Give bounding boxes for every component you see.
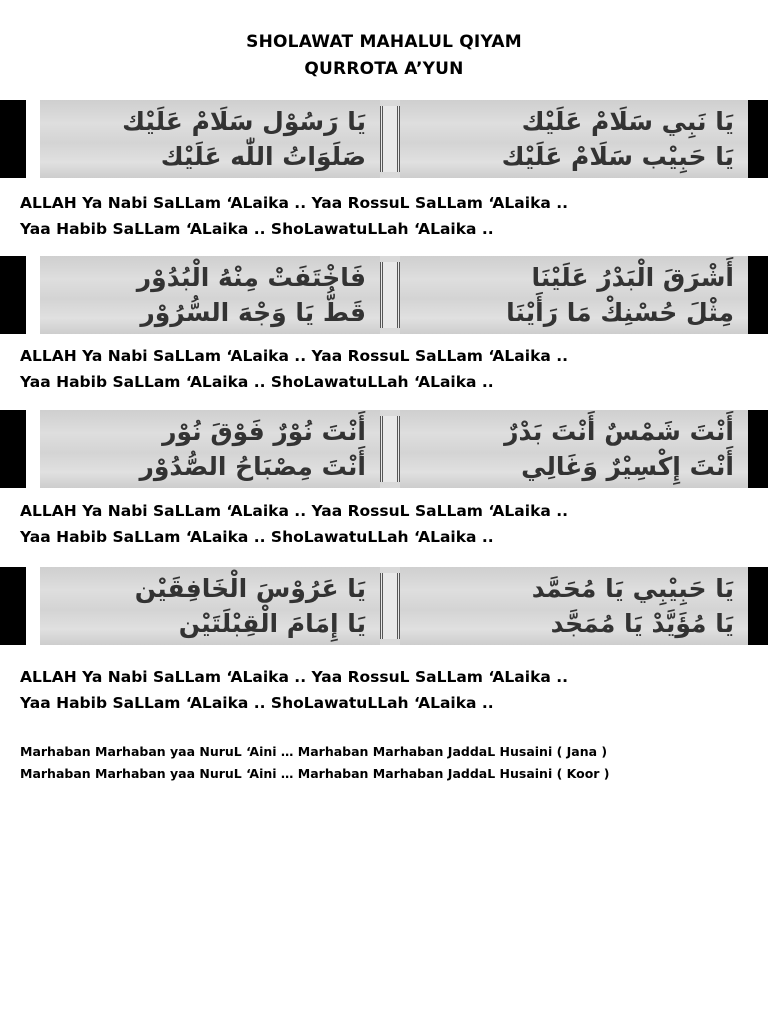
verse-panel-right — [400, 410, 748, 488]
verse-panel-right — [400, 256, 748, 334]
verse-panel-left — [40, 410, 380, 488]
arabic-line: يَا عَرُوْسَ الْخَافِقَيْن — [134, 573, 366, 603]
border-right — [748, 256, 768, 334]
arabic-line: صَلَوَاتُ اللّٰه عَلَيْك — [160, 141, 366, 171]
arabic-verse-image-3 — [0, 410, 768, 488]
arabic-line: أَشْرَقَ الْبَدْرُ عَلَيْنَا — [531, 262, 734, 292]
arabic-line: مِثْلَ حُسْنِكْ مَا رَأَيْنَا — [506, 297, 734, 327]
verse-panel-left — [40, 256, 380, 334]
border-right — [748, 567, 768, 645]
chorus-line: Yaa Habib SaLLam ‘ALaika .. ShoLawatuLLah ‘ALaika .. — [20, 694, 494, 712]
page-title: SHOLAWAT MAHALUL QIYAM — [246, 32, 522, 52]
arabic-verse-image-1 — [0, 100, 768, 178]
arabic-verse-image-2 — [0, 256, 768, 334]
arabic-line: يَا مُؤَيَّدْ يَا مُمَجَّد — [550, 608, 734, 638]
arabic-line: يَا إِمَامَ الْقِبْلَتَيْن — [178, 608, 366, 638]
border-right — [748, 100, 768, 178]
border-left — [0, 567, 26, 645]
verse-panel-left — [40, 567, 380, 645]
column-divider — [380, 573, 400, 639]
border-left — [0, 100, 26, 178]
chorus-line: Yaa Habib SaLLam ‘ALaika .. ShoLawatuLLah ‘ALaika .. — [20, 220, 494, 238]
border-left — [0, 410, 26, 488]
arabic-line: يَا رَسُوْل سَلَامْ عَلَيْك — [122, 106, 366, 136]
arabic-line: قَطُّ يَا وَجْهَ السُّرُوْر — [140, 297, 366, 327]
arabic-line: أَنْتَ شَمْسٌ أَنْتَ بَدْرٌ — [504, 416, 734, 446]
chorus-line: ALLAH Ya Nabi SaLLam ‘ALaika .. Yaa RossuL SaLLam ‘ALaika .. — [20, 502, 569, 520]
chorus-line: ALLAH Ya Nabi SaLLam ‘ALaika .. Yaa RossuL SaLLam ‘ALaika .. — [20, 194, 569, 212]
arabic-line: أَنْتَ نُوْرٌ فَوْقَ نُوْر — [162, 416, 366, 446]
arabic-line: يَا حَبِيْبِي يَا مُحَمَّد — [531, 573, 734, 603]
arabic-line: أَنْتَ إِكْسِيْرٌ وَغَالِي — [521, 451, 734, 481]
column-divider — [380, 416, 400, 482]
arabic-line: أَنْتَ مِصْبَاحُ الصُّدُوْر — [139, 451, 366, 481]
arabic-line: يَا نَبِي سَلَامْ عَلَيْك — [521, 106, 734, 136]
verse-panel-right — [400, 567, 748, 645]
chorus-line: ALLAH Ya Nabi SaLLam ‘ALaika .. Yaa RossuL SaLLam ‘ALaika .. — [20, 347, 569, 365]
chorus-line: Yaa Habib SaLLam ‘ALaika .. ShoLawatuLLah ‘ALaika .. — [20, 528, 494, 546]
border-right — [748, 410, 768, 488]
arabic-line: يَا حَبِيْب سَلَامْ عَلَيْك — [501, 141, 734, 171]
border-left — [0, 256, 26, 334]
chorus-line: ALLAH Ya Nabi SaLLam ‘ALaika .. Yaa RossuL SaLLam ‘ALaika .. — [20, 668, 569, 686]
chorus-line: Yaa Habib SaLLam ‘ALaika .. ShoLawatuLLah ‘ALaika .. — [20, 373, 494, 391]
arabic-verse-image-4 — [0, 567, 768, 645]
marhaban-line: Marhaban Marhaban yaa NuruL ‘Aini … Marhaban Marhaban JaddaL Husaini ( Jana ) — [20, 744, 608, 759]
arabic-line: فَاخْتَفَتْ مِنْهُ الْبُدُوْر — [136, 262, 366, 292]
page-subtitle: QURROTA A’YUN — [304, 59, 464, 79]
marhaban-line: Marhaban Marhaban yaa NuruL ‘Aini … Marhaban Marhaban JaddaL Husaini ( Koor ) — [20, 766, 610, 781]
column-divider — [380, 262, 400, 328]
verse-panel-right — [400, 100, 748, 178]
column-divider — [380, 106, 400, 172]
verse-panel-left — [40, 100, 380, 178]
